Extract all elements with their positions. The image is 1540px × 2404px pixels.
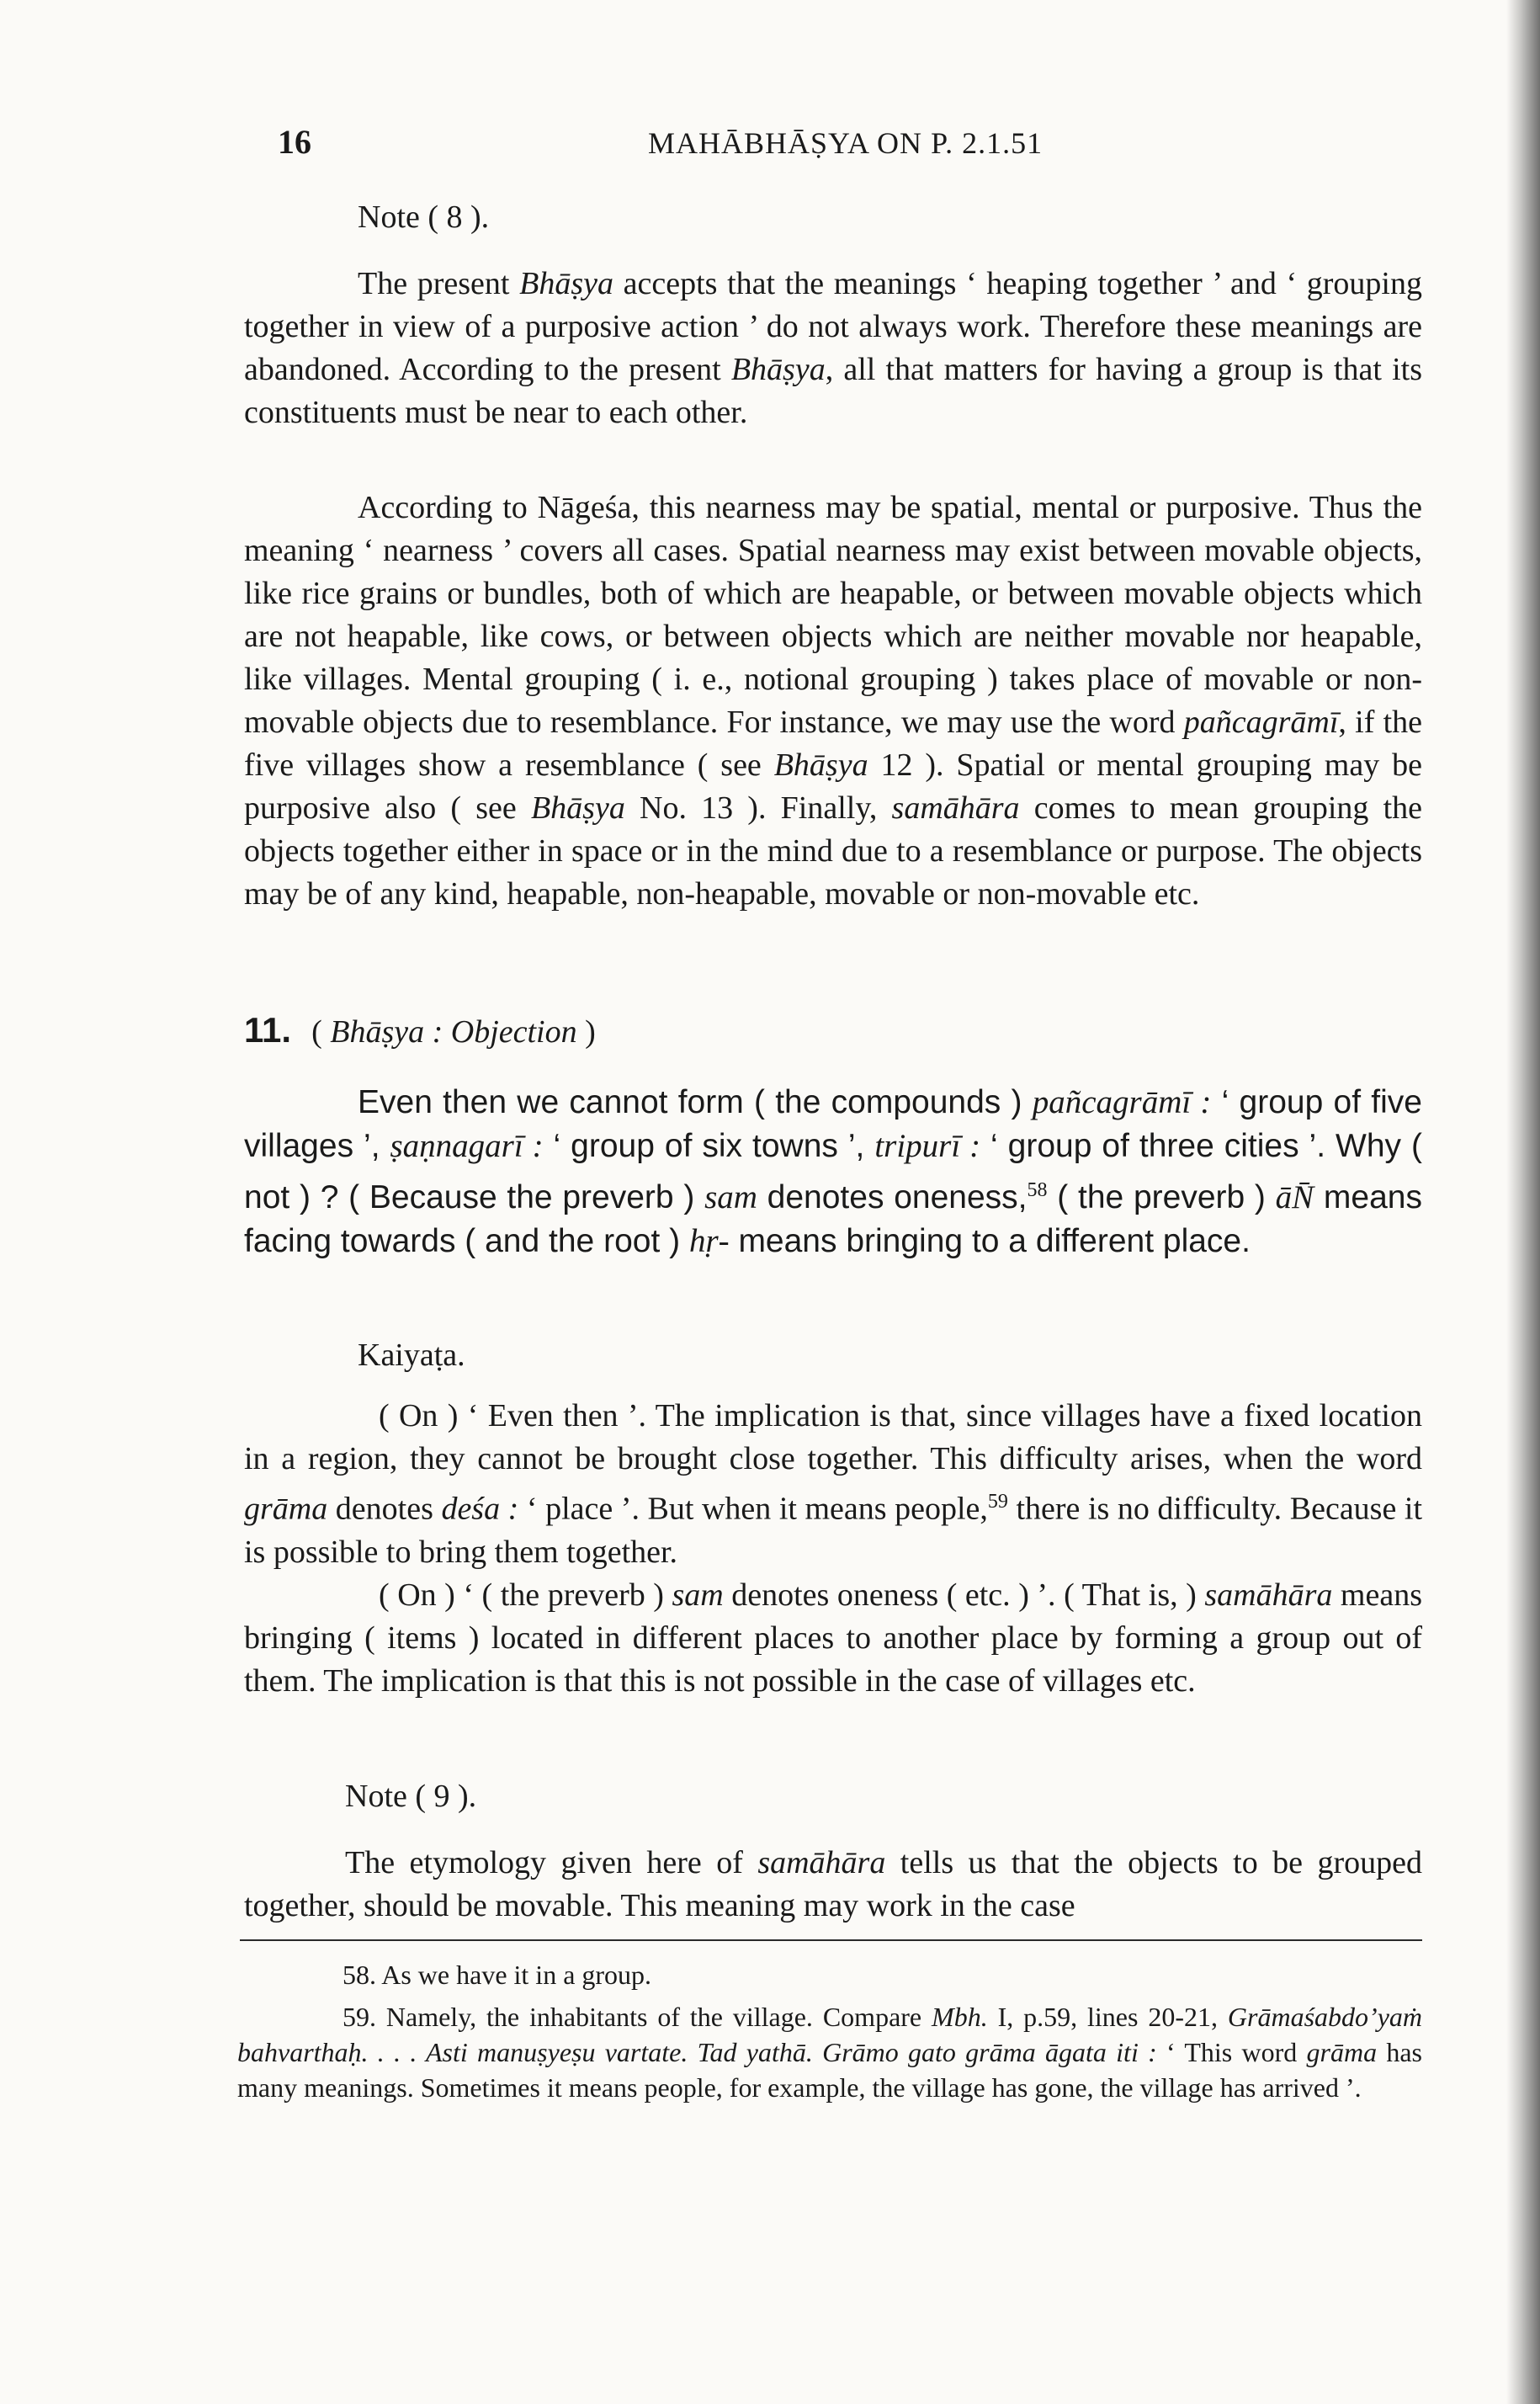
footnote-ref-58: 58: [1027, 1179, 1048, 1201]
running-title: MAHĀBHĀṢYA ON P. 2.1.51: [648, 126, 1043, 160]
footnote-rule: [240, 1939, 1422, 1941]
kaiyata-heading: Kaiyaṭa.: [358, 1338, 465, 1373]
scanned-page-edge: [1506, 0, 1540, 2404]
kaiyata-paragraph-2: ( On ) ‘ ( the preverb ) sam denotes oneness ( etc. ) ’. ( That is, ) samāhāra means bringing ( items ) located in different places to another place by forming a group out of them. The implication is that this is not possible in the case of villages etc.: [244, 1577, 1422, 1699]
footnote-ref-59: 59: [987, 1491, 1008, 1513]
kaiyata-paragraph-1: ( On ) ‘ Even then ’. The implication is that, since villages have a fixed location in a region, they cannot be brought close together. This difficulty arises, when the word grāma denotes deśa : ‘ place ’. But when it means people,$^{59}$ there is no difficulty. Because it is possible to bring them together.: [244, 1398, 1423, 1570]
section-11-heading: 11. ( Bhāṣya : Objection ): [244, 1010, 596, 1050]
note-9-heading: Note ( 9 ).: [345, 1779, 477, 1814]
footnote-59: 59. Namely, the inhabitants of the village. Compare Mbh. I, p.59, lines 20-21, Grāmaśabdo’yaṁ bahvarthaḥ. . . . Asti manuṣyeṣu vartate. Tad yathā. Grāmo gato grāma āgata iti : ‘ This word grāma has many meanings. Sometimes it means people, for example, the village has gone, the village has arrived ’.: [237, 2002, 1423, 2103]
note-8-paragraph-2: According to Nāgeśa, this nearness may be spatial, mental or purposive. Thus the meaning ‘ nearness ’ covers all cases. Spatial nearness may exist between movable objects, like rice grains or bundles, both of which are heapable, or between movable objects which are not heapable, like cows, or between objects which are neither movable nor heapable, like villages. Mental grouping ( i. e., notional grouping ) takes place of movable or non-movable objects due to resemblance. For instance, we may use the word pañcagrāmī, if the five villages show a resemblance ( see Bhāṣya 12 ). Spatial or mental grouping may be purposive also ( see Bhāṣya No. 13 ). Finally, samāhāra comes to mean grouping the objects together either in space or in the mind due to a resemblance or purpose. The objects may be of any kind, heapable, non-heapable, movable or non-movable etc.: [244, 490, 1423, 912]
note-8-paragraph-1: The present Bhāṣya accepts that the meanings ‘ heaping together ’ and ‘ grouping together in view of a purposive action ’ do not always work. Therefore these meanings are abandoned. According to the present Bhāṣya, all that matters for having a group is that its constituents must be near to each other.: [244, 266, 1422, 430]
footnote-58: 58. As we have it in a group.: [343, 1960, 652, 1990]
section-number: 11.: [244, 1010, 292, 1050]
bhasya-objection-text: Even then we cannot form ( the compounds ) pañcagrāmī : ‘ group of five villages ’, ṣaṇnagarī : ‘ group of six towns ’, tripurī : ‘ group of three cities ’. Why ( not ) ? ( Because the preverb ) sam denotes oneness,$^{58}$ ( the preverb ) āN̄ means facing towards ( and the root ) hṛ- means bringing to a different place.: [244, 1084, 1422, 1259]
note-9-paragraph-1: The etymology given here of samāhāra tells us that the objects to be grouped together, should be movable. This meaning may work in the case: [244, 1845, 1422, 1923]
running-head: [278, 122, 1422, 173]
note-8-heading: Note ( 8 ).: [358, 199, 490, 235]
page-number: 16: [278, 123, 311, 161]
